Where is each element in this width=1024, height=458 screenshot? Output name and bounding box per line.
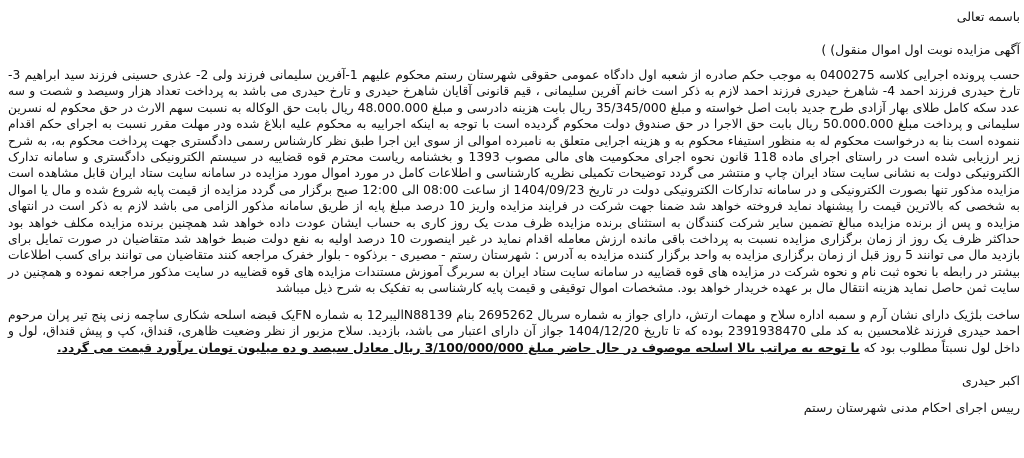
asset-description-paragraph bbox=[8, 307, 1020, 356]
signatory-name: اکبر حیدری bbox=[962, 372, 1020, 388]
notice-title: آگهی مزایده نوبت اول اموال منقول) ) bbox=[821, 42, 1020, 57]
asset-description-text: ساخت بلژیک دارای نشان آرم و سمبه اداره سلاح و مهمات ارتش، دارای جواز به شماره سریال 2695262 بنام N88139الیبر12 به شماره FNیک قبضه اسلحه شکاری ساچمه زنی پنج تیر پران مرحوم احمد حیدری فرزند غلامحسین به کد ملی 2391938470 بوده که تا تاریخ 1404/12/20 جواز آن دارای اعتبار می باشد، بازدید. سلاح مزبور از نظر وضعیت ظاهری، قنداق، کپ و پیش قنداق، لول و داخل لول نسبتاً مطلوب بود که bbox=[8, 307, 1020, 355]
notice-body-paragraph: حسب پرونده اجرایی کلاسه 0400275 به موجب حکم صادره از شعبه اول دادگاه عمومی حقوقی شهرستان رستم محکوم علیهم 1-آفرین سلیمانی فرزند ولی 2- عذری حسینی فرزند سید ابراهیم 3- تارخ حیدری فرزند احمد 4- شاهرخ حیدری فرزند احمد لازم به ذکر است خانم آفرین سلیمانی ، قیم قانونی آقایان شاهرخ حیدری و تارخ حیدری می باشد به پرداخت تعداد هزار وسیصد و شصت و سه عدد سکه کامل طلای بهار آزادی طرح جدید بابت اصل خواسته و مبلغ 35/345/000 ریال بابت هزینه دادرسی و مبلغ 48.000.000 ریال بابت حق الوکاله به نسبت سهم الارث در حق محکوم له نسرین سلیمانی و پرداخت مبلغ 50.000.000 ریال بابت حق الاجرا در حق صندوق دولت محکوم گردیده است با توجه به اینکه اجراییه به محکوم علیه ابلاغ شده ودر مهلت مقرر نسبت به اجرای حکم اقدام ننموده است بنا به درخواست محکوم له به منظور استیفاء محکوم به و هزینه اجرایی متعلق به نامبرده اموالی از سوی این اجرا طبق نظر کارشناس رسمی دادگستری جهت پرداخت محکوم به، به شرح زیر ارزیابی شده است در راستای اجرای ماده 118 قانون نحوه اجرای محکومیت های مالی مصوب 1393 و بخشنامه ریاست محترم قوه قضاییه در سیستم الکترونیکی دادگستری و سامانه تدارک الکترونیکی دولت به نشانی سایت ستاد ایران چاپ و منتشر می گردد توضیحات تکمیلی نظریه کارشناسی و اطلاعات کامل در مورد اموال مورد مزایده در سامانه سایت ستاد ایران قابل مشاهده است مزایده مذکور تنها بصورت الکترونیکی و در سامانه تدارکات الکترونیکی دولت در تاریخ 1404/09/23 از ساعت 08:00 الی 12:00 صبح برگزار می گردد مزایده از قیمت پایه شروع شده و مال یا اموال به شخصی که بالاترین قیمت را پیشنهاد نماید فروخته خواهد شد ضمنا جهت شرکت در فرایند مزایده واریز 10 درصد مبلغ پایه از طریق سامانه مذکور الزامی می باشد لازم به ذکر است در انتهای مزایده و پس از برنده مزایده مبالغ تضمین سایر شرکت کنندگان به استثنای برنده مزایده ظرف مدت یک روز کاری به حساب ایشان عودت داده خواهد شد همچنین برنده مزایده مکلف خواهد بود حداکثر ظرف یک روز از زمان برگزاری مزایده نسبت به پرداخت باقی مانده ارزش معامله اقدام نماید در غیر اینصورت 10 درصد اولیه به نفع دولت ضبط خواهد شد متقاضیان در صورت تمایل برای بازدید مال می توانند 5 روز قبل از زمان برگزاری مزایده به واحد برگزار کننده مزایده به آدرس : شهرستان رستم - مصیری - برذکوه - بلوار خفرک مراجعه کنند متقاضیان می توانند برای کسب اطلاعات بیشتر در رابطه با نحوه ثبت نام و نحوه شرکت در مزایده های قوه قضاییه در سامانه سایت ستاد ایران به سربرگ آموزش مستندات مزایده های قوه قضاییه در سایت مذکور مراجعه نموده و همچنین در سایت ثمن حاصل نماید هزینه انتقال مال بر عهده خریدار خواهد بود. مشخصات اموال توقیفی و قیمت پایه کارشناسی به تفکیک به شرح ذیل میباشد bbox=[8, 68, 1021, 296]
valuation-statement: با توجه به مراتب بالا اسلحه موصوف در حال حاضر مبلغ 3/100/000/000 ریال معادل سیصد و ده میلیون تومان برآورد قیمت می گردد. bbox=[56, 340, 860, 355]
invocation-heading: باسمه تعالی bbox=[956, 9, 1020, 24]
signatory-title: رییس اجرای احکام مدنی شهرستان رستم bbox=[803, 399, 1020, 415]
